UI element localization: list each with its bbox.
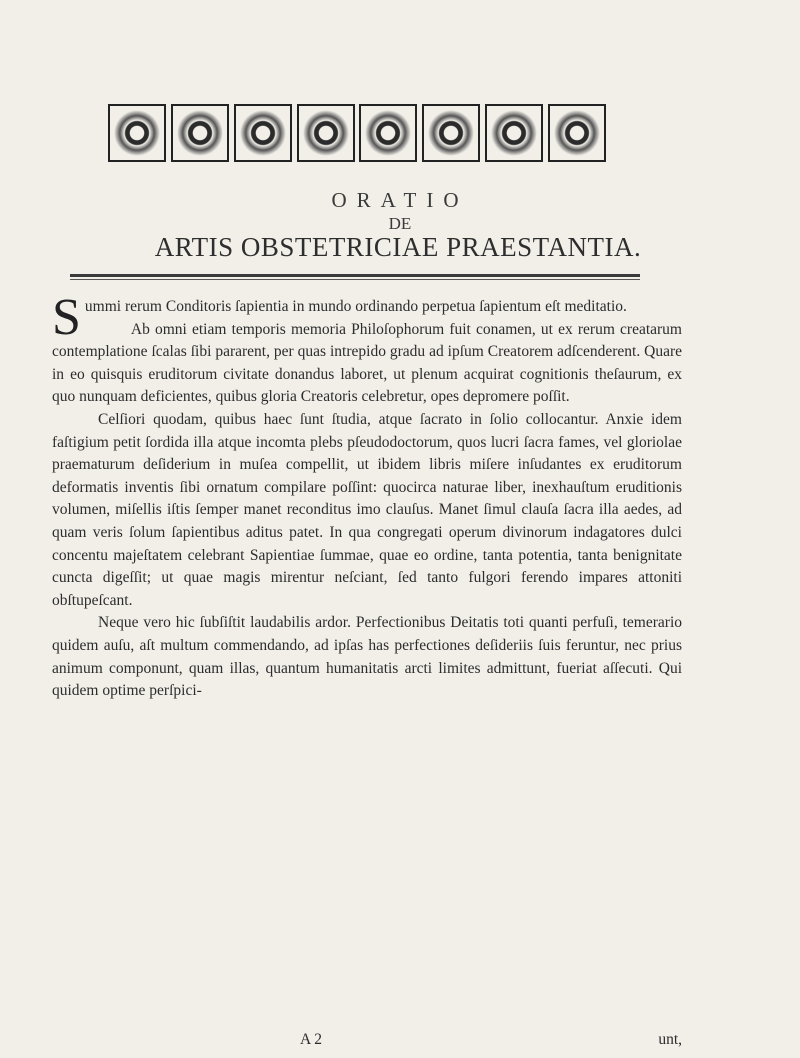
- ornament-icon: [485, 104, 543, 162]
- title-rule-thin: [70, 279, 640, 280]
- body-text: [52, 289, 682, 703]
- page-footer: [52, 1031, 682, 1053]
- ornament-icon: [234, 104, 292, 162]
- paragraph-text: ummi rerum Conditoris ſapientia in mundo ordinando perpetua ſapientum eſt meditatio.: [84, 298, 627, 315]
- paragraph-3: Celſiori quodam, quibus haec ſunt ſtudia, atque ſacrato in ſolio collocantur. Anxie idem faſtigium petit ſordida illa atque incomta plebs pſeudodoctorum, quos lucri ſacra fames, vel gloriolae praematurum deſiderium in muſea compellit, ut ibidem libris miſere inſudantes ex eruditorum deformatis inventis ſibi ornatum compilare poſſint: quocirca naturae liber, inexhauſtum eruditionis volumen, miſellis iſtis ſemper manet reconditus imo clauſus. Manet ſimul clauſa ſacra illa aedes, ad quam veris ſolum ſapientibus aditus patet. In qua congregati operum divinorum indagatores dulci concentu majeſtatem celebrant Sapientiae ſummae, quae eo ordine, tanta potentia, tanta benignitate cuncta digeſſit; ut quae magis mirentur neſciant, ſed tanto fulgori ferendo impares attoniti obſtupeſcant.: [52, 410, 682, 609]
- drop-cap: S: [52, 289, 81, 346]
- ornament-icon: [171, 104, 229, 162]
- paragraph-4: Neque vero hic ſubſiſtit laudabilis ardor. Perfectionibus Deitatis toti quanti perfuſi, temerario quidem auſu, aſt multum commendando, ad ipſas has perfectiones deſideriis ſuis feruntur, nec prius animum componunt, quam illas, quantum humanitatis arcti limites admittunt, fueriat aſſecuti. Qui quidem optime perſpici-: [52, 614, 682, 700]
- ornamental-headpiece: [108, 104, 606, 162]
- signature-mark: A 2: [300, 1031, 322, 1048]
- title-main: ARTIS OBSTETRICIAE PRAESTANTIA.: [154, 232, 642, 262]
- ornament-icon: [297, 104, 355, 162]
- ornament-icon: [108, 104, 166, 162]
- title-de: DE: [388, 214, 412, 233]
- title-rule: [70, 274, 640, 277]
- ornament-icon: [359, 104, 417, 162]
- ornament-icon: [422, 104, 480, 162]
- paragraph-1: [52, 289, 682, 346]
- paragraph-2: Ab omni etiam temporis memoria Philoſophorum fuit conamen, ut ex rerum creatarum contemplatione ſcalas ſibi pararent, per quas intrepido gradu ad ipſum Creatorem adſcenderent. Quare in eo quisquis eruditorum civitate donandus laboret, ut plenum acquirat cognitionis theſaurum, ex quo nunquam deficientes, quibus gloria Creatoris celebretur, opes depromere poſſit.: [52, 320, 682, 406]
- title-oratio: ORATIO: [331, 188, 469, 212]
- ornament-icon: [548, 104, 606, 162]
- catchword: unt,: [658, 1031, 682, 1048]
